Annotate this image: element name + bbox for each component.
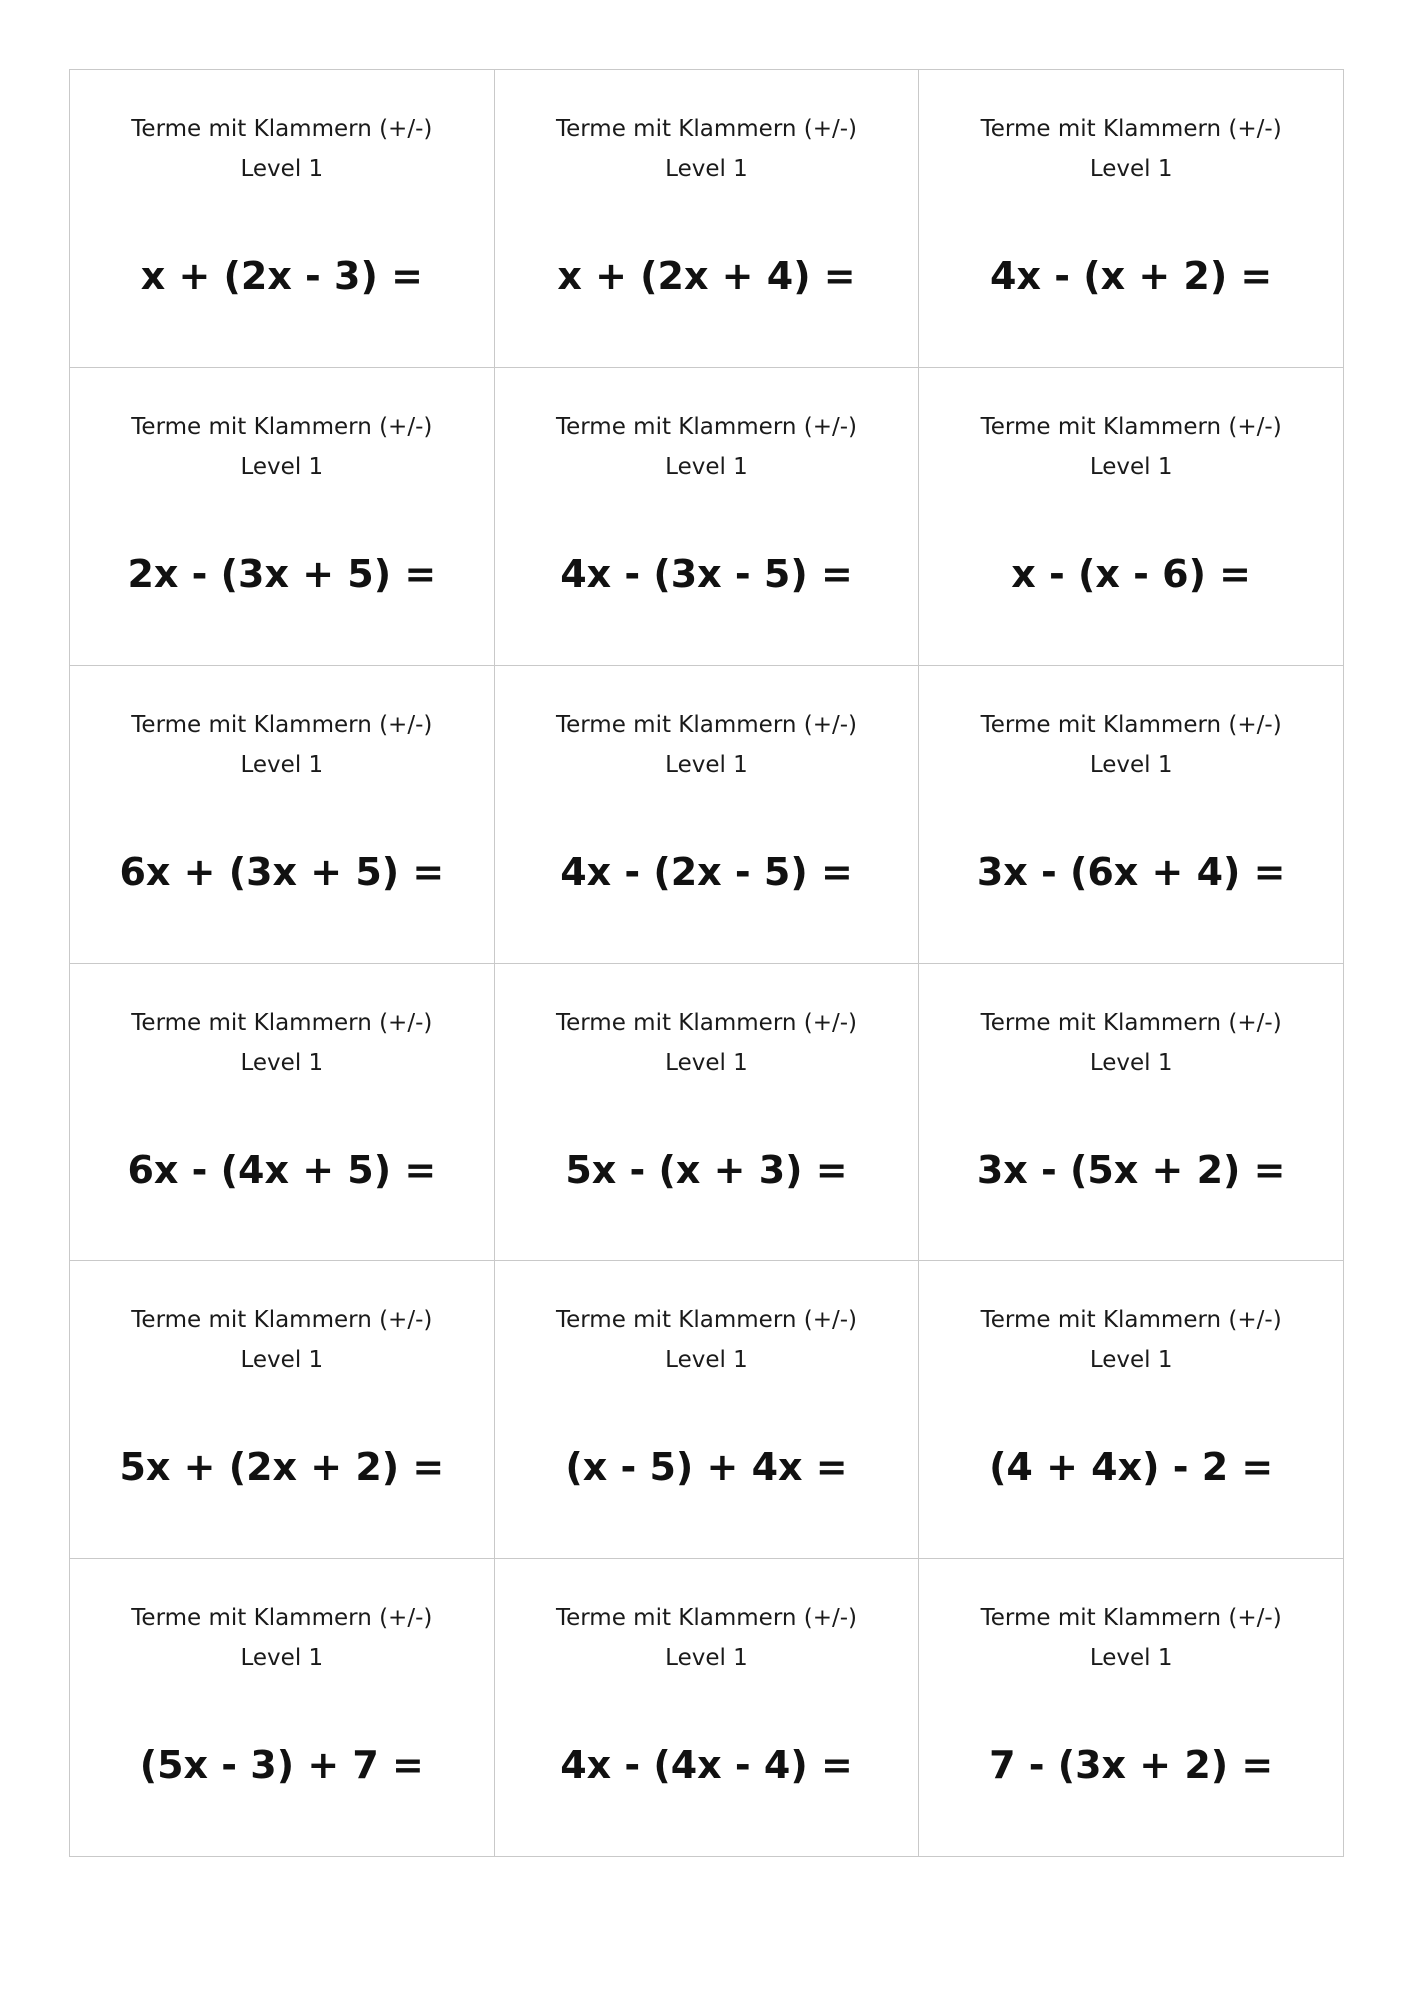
card-level: Level 1 [665, 1645, 748, 1672]
card-topic: Terme mit Klammern (+/-) [980, 413, 1282, 440]
card-expression: 3x - (6x + 4) = [976, 849, 1286, 894]
task-card [919, 368, 1344, 666]
card-expression: x + (2x - 3) = [140, 254, 423, 298]
card-topic: Terme mit Klammern (+/-) [131, 116, 433, 142]
task-card [70, 666, 495, 964]
card-level: Level 1 [240, 1049, 324, 1076]
task-card [495, 1559, 920, 1857]
card-topic: Terme mit Klammern (+/-) [980, 116, 1282, 142]
task-card [919, 1559, 1344, 1857]
card-topic: Terme mit Klammern (+/-) [980, 1307, 1282, 1334]
card-level: Level 1 [240, 1645, 324, 1672]
card-expression: 3x - (5x + 2) = [976, 1147, 1286, 1192]
task-card [70, 964, 495, 1262]
card-expression: 4x - (3x - 5) = [560, 551, 853, 596]
card-level: Level 1 [1089, 1049, 1173, 1076]
card-expression: (4 + 4x) - 2 = [989, 1445, 1274, 1490]
card-level: Level 1 [240, 751, 324, 778]
card-level: Level 1 [1089, 1645, 1173, 1672]
card-expression: (5x - 3) + 7 = [139, 1743, 424, 1788]
task-card [495, 964, 920, 1262]
task-card [495, 1261, 920, 1559]
card-expression: 4x - (x + 2) = [990, 254, 1273, 298]
task-card [70, 1261, 495, 1559]
card-level: Level 1 [1089, 156, 1173, 182]
task-card [495, 666, 920, 964]
card-level: Level 1 [240, 156, 324, 182]
card-expression: x - (x - 6) = [1011, 551, 1252, 596]
card-expression: 5x + (2x + 2) = [119, 1445, 445, 1490]
card-topic: Terme mit Klammern (+/-) [555, 711, 858, 738]
card-topic: Terme mit Klammern (+/-) [555, 413, 858, 440]
card-topic: Terme mit Klammern (+/-) [555, 1605, 858, 1632]
task-card [70, 368, 495, 666]
card-level: Level 1 [665, 453, 748, 480]
card-topic: Terme mit Klammern (+/-) [131, 1605, 433, 1632]
card-topic: Terme mit Klammern (+/-) [555, 1307, 858, 1334]
card-expression: 2x - (3x + 5) = [127, 551, 437, 596]
card-level: Level 1 [665, 1347, 748, 1374]
card-level: Level 1 [1089, 1347, 1173, 1374]
card-expression: 6x + (3x + 5) = [119, 849, 445, 894]
task-card [70, 1559, 495, 1857]
card-topic: Terme mit Klammern (+/-) [980, 1009, 1282, 1036]
card-expression: x + (2x + 4) = [557, 254, 856, 298]
task-card [919, 964, 1344, 1262]
task-card [495, 368, 920, 666]
card-expression: 4x - (2x - 5) = [560, 849, 853, 894]
card-level: Level 1 [1089, 751, 1173, 778]
card-level: Level 1 [665, 751, 748, 778]
task-card [495, 70, 920, 368]
card-level: Level 1 [665, 156, 748, 182]
card-topic: Terme mit Klammern (+/-) [555, 116, 858, 142]
task-card-grid [69, 69, 1344, 1857]
card-expression: 6x - (4x + 5) = [127, 1147, 437, 1192]
card-level: Level 1 [665, 1049, 748, 1076]
task-card [919, 666, 1344, 964]
card-topic: Terme mit Klammern (+/-) [980, 1605, 1282, 1632]
card-topic: Terme mit Klammern (+/-) [131, 711, 433, 738]
task-card [919, 70, 1344, 368]
card-level: Level 1 [240, 453, 324, 480]
card-topic: Terme mit Klammern (+/-) [131, 1307, 433, 1334]
card-topic: Terme mit Klammern (+/-) [555, 1009, 858, 1036]
card-expression: (x - 5) + 4x = [565, 1445, 848, 1490]
card-expression: 5x - (x + 3) = [565, 1147, 848, 1192]
card-topic: Terme mit Klammern (+/-) [131, 1009, 433, 1036]
task-card [919, 1261, 1344, 1559]
card-level: Level 1 [1089, 453, 1173, 480]
card-topic: Terme mit Klammern (+/-) [131, 413, 433, 440]
card-topic: Terme mit Klammern (+/-) [980, 711, 1282, 738]
card-level: Level 1 [240, 1347, 324, 1374]
card-expression: 7 - (3x + 2) = [989, 1743, 1274, 1788]
task-card [70, 70, 495, 368]
card-expression: 4x - (4x - 4) = [560, 1743, 853, 1788]
